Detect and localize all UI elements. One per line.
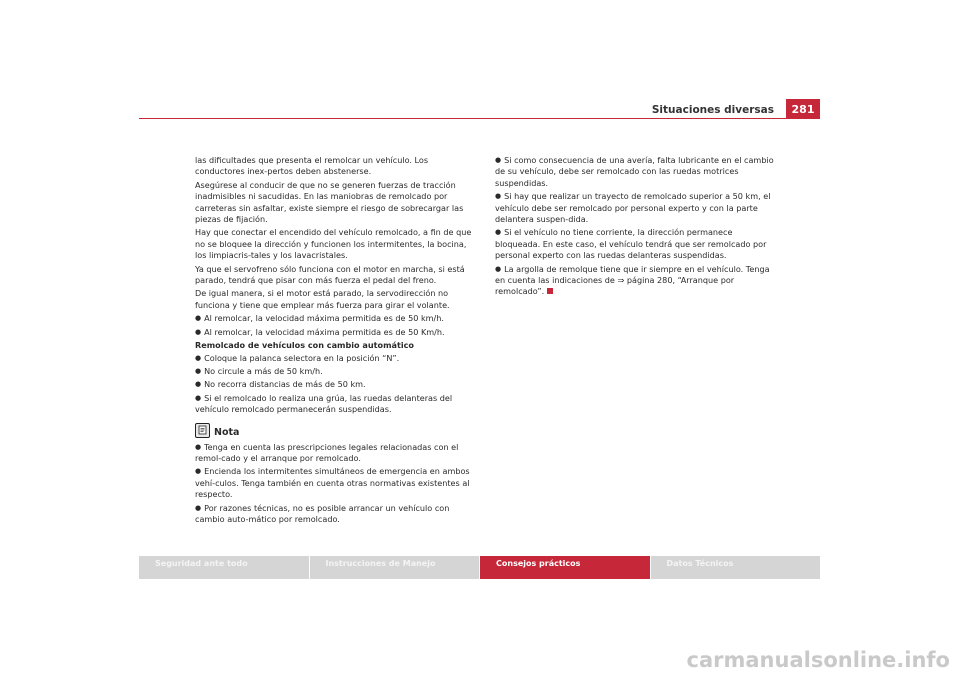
cross-reference-link[interactable]: página 280, “Arranque por remolcado”.	[495, 275, 735, 297]
footer-nav	[139, 556, 820, 579]
paragraph: las dificultades que presenta el remolcar un vehículo. Los conductores inex-pertos deben abstenerse.	[195, 155, 429, 177]
header-divider	[139, 118, 820, 119]
note-icon-glyph	[198, 425, 207, 435]
paragraph: De igual manera, si el motor está parado, la servodirección no funciona y tiene que emplear más fuerza para girar el volante.	[195, 288, 450, 310]
note-icon	[195, 423, 210, 438]
right-column	[495, 155, 775, 300]
paragraph: Hay que conectar el encendido del vehículo remolcado, a fin de que no se bloquee la dirección y funcionen los intermitentes, la bocina, los limpiacris-tales y los lavacristales.	[195, 227, 472, 261]
paragraph: Ya que el servofreno sólo funciona con el motor en marcha, si está parado, tendrá que pisar con más fuerza el pedal del freno.	[195, 263, 465, 286]
bullet-icon: ●	[195, 442, 202, 451]
bullet-icon: ●	[195, 327, 202, 336]
bullet-icon: ●	[195, 380, 202, 389]
list-item: ● No recorra distancias de más de 50 km.	[195, 379, 366, 390]
bullet-icon: ●	[195, 353, 202, 362]
bullet-icon: ●	[195, 366, 202, 375]
list-item: ● Coloque la palanca selectora en la posición “N”.	[195, 352, 400, 363]
paragraph: Asegúrese al conducir de que no se generen fuerzas de tracción inadmisibles ni sacudidas. En las maniobras de remolcado por carreteras sin asfaltar, existe siempre el riesgo de sobrecargar las piezas de fijación.	[195, 179, 464, 225]
bullet-icon: ●	[495, 264, 502, 273]
watermark: carmanualsonline.info	[686, 648, 950, 672]
subheading: Remolcado de vehículos con cambio automático	[195, 340, 414, 351]
footer-tab-instrucciones[interactable]: Instrucciones de Manejo	[310, 556, 480, 579]
note-label: Nota	[214, 426, 240, 438]
bullet-icon: ●	[195, 467, 202, 476]
list-item: ● Por razones técnicas, no es posible arrancar un vehículo con cambio auto-mático por remolcado.	[195, 502, 450, 524]
footer-tab-seguridad[interactable]: Seguridad ante todo	[139, 556, 309, 579]
list-item: ● La argolla de remolque tiene que ir siempre en el vehículo. Tenga en cuenta las indicaciones de ⇒ página 280, “Arranque por remolcado”.	[495, 263, 770, 297]
bullet-icon: ●	[495, 156, 502, 164]
cross-reference-arrow-icon: ⇒	[617, 275, 625, 286]
list-item: ● No circule a más de 50 km/h.	[195, 365, 323, 376]
page-number: 281	[786, 99, 820, 119]
list-item: ● Si como consecuencia de una avería, falta lubricante en el cambio de su vehículo, debe ser remolcado con las ruedas motrices suspendidas.	[495, 155, 774, 188]
list-item: ● Si el vehículo no tiene corriente, la dirección permanece bloqueada. En este caso, el vehículo tendrá que ser remolcado por personal experto con las ruedas delanteras suspendidas.	[495, 227, 767, 261]
list-item: ● Al remolcar, la velocidad máxima permitida es de 50 Km/h.	[195, 326, 445, 337]
list-item: ● Tenga en cuenta las prescripciones legales relacionadas con el remol-cado y el arranque por remolcado.	[195, 441, 459, 463]
footer-tab-consejos[interactable]: Consejos prácticos	[480, 556, 650, 579]
list-item: ● Si hay que realizar un trayecto de remolcado superior a 50 km, el vehículo debe ser remolcado por personal experto y con la parte delantera suspen-dida.	[495, 191, 771, 225]
bullet-icon: ●	[495, 228, 502, 237]
list-item: ● Si el remolcado lo realiza una grúa, las ruedas delanteras del vehículo remolcado permanecerán suspendidas.	[195, 392, 453, 415]
note-heading	[195, 423, 475, 438]
bullet-icon: ●	[495, 192, 502, 201]
section-end-icon	[547, 288, 553, 294]
bullet-icon: ●	[195, 503, 202, 512]
footer-tab-datos[interactable]: Datos Técnicos	[651, 556, 821, 579]
bullet-icon: ●	[195, 314, 202, 323]
list-item: ● Encienda los intermitentes simultáneos de emergencia en ambos vehí-culos. Tenga también en cuenta otras normativas existentes al respecto.	[195, 466, 470, 500]
section-title: Situaciones diversas	[651, 104, 774, 116]
bullet-icon: ●	[195, 393, 202, 402]
left-column	[195, 155, 475, 527]
list-item: ● Al remolcar, la velocidad máxima permitida es de 50 km/h.	[195, 313, 444, 324]
